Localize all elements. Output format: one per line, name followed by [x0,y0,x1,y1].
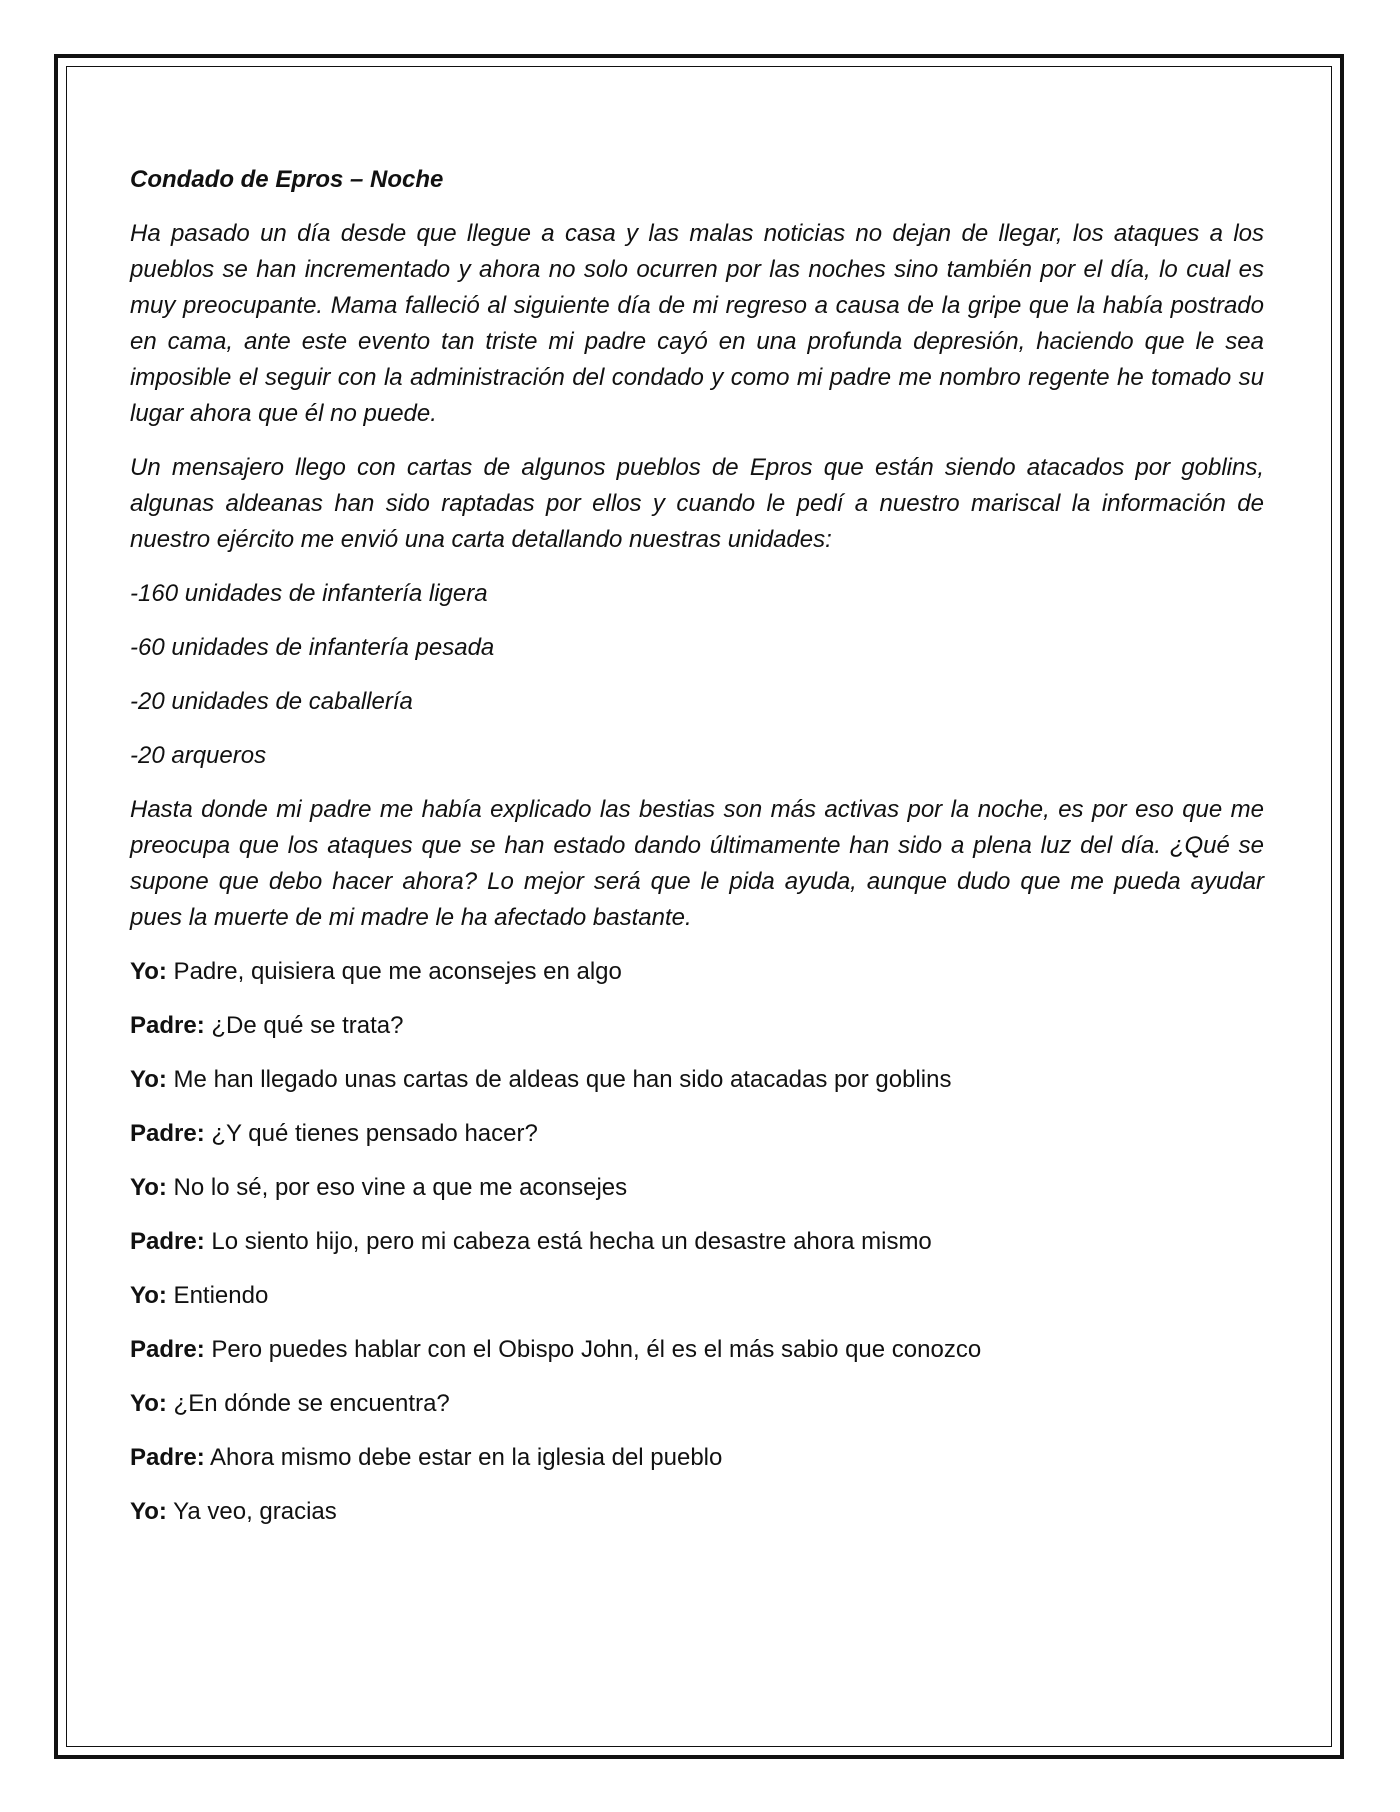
dialogue-speaker: Yo: [130,1282,167,1309]
paragraph-intro-1: Ha pasado un día desde que llegue a casa y las malas noticias no dejan de llegar, los ataques a los pueblos se han incrementado y ahora no solo ocurren por las noches sino también por el día, lo cual es muy preocupante. Mama falleció al siguiente día de mi regreso a causa de la gripe que la había postrado en cama, ante este evento tan triste mi padre cayó en una profunda depresión, haciendo que le sea imposible el seguir con la administración del condado y como mi padre me nombro regente he tomado su lugar ahora que él no puede. [130,220,1264,427]
dialogue-text: Pero puedes hablar con el Obispo John, él es el más sabio que conozco [204,1336,982,1363]
unit-list-item: -60 unidades de infantería pesada [130,634,495,661]
dialogue-line [130,1386,1264,1422]
document-body [130,162,1264,1548]
paragraph-after-units: Hasta donde mi padre me había explicado las bestias son más activas por la noche, es por eso que me preocupa que los ataques que se han estado dando últimamente han sido a plena luz del día. ¿Qué se supone que debo hacer ahora? Lo mejor será que le pida ayuda, aunque dudo que me pueda ayudar pues la muerte de mi madre le ha afectado bastante. [130,796,1264,931]
unit-list-item: -20 arqueros [130,742,267,769]
dialogue-speaker: Padre: [130,1336,205,1363]
dialogue-speaker: Yo: [130,1066,167,1093]
dialogue-text: Ya veo, gracias [166,1498,337,1525]
dialogue-text: ¿De qué se trata? [204,1012,404,1039]
dialogue-line [130,1008,1264,1044]
dialogue-speaker: Yo: [130,1390,167,1417]
dialogue-line [130,1224,1264,1260]
dialogue-line [130,1440,1264,1476]
dialogue-text: ¿En dónde se encuentra? [166,1390,450,1417]
dialogue-speaker: Padre: [130,1444,205,1471]
dialogue-text: ¿Y qué tienes pensado hacer? [204,1120,538,1147]
dialogue-text: Me han llegado unas cartas de aldeas que han sido atacadas por goblins [166,1066,952,1093]
dialogue-text: Lo siento hijo, pero mi cabeza está hecha un desastre ahora mismo [204,1228,932,1255]
dialogue-text: Padre, quisiera que me aconsejes en algo [166,958,622,985]
dialogue-line [130,1116,1264,1152]
dialogue-speaker: Padre: [130,1012,205,1039]
unit-list-item: -160 unidades de infantería ligera [130,580,488,607]
dialogue-speaker: Yo: [130,1174,167,1201]
dialogue-line [130,1494,1264,1530]
unit-list-item: -20 unidades de caballería [130,688,413,715]
document-title: Condado de Epros – Noche [130,166,444,193]
dialogue-speaker: Yo: [130,1498,167,1525]
dialogue-speaker: Padre: [130,1120,205,1147]
dialogue-speaker: Padre: [130,1228,205,1255]
dialogue-speaker: Yo: [130,958,167,985]
dialogue-line [130,954,1264,990]
dialogue-line [130,1332,1264,1368]
dialogue-text: Ahora mismo debe estar en la iglesia del pueblo [204,1444,723,1471]
dialogue-text: No lo sé, por eso vine a que me aconsejes [166,1174,628,1201]
dialogue-line [130,1062,1264,1098]
dialogue-line [130,1278,1264,1314]
paragraph-intro-2: Un mensajero llego con cartas de algunos pueblos de Epros que están siendo atacados por goblins, algunas aldeanas han sido raptadas por ellos y cuando le pedí a nuestro mariscal la información de nuestro ejército me envió una carta detallando nuestras unidades: [130,454,1264,553]
dialogue-text: Entiendo [166,1282,269,1309]
dialogue-line [130,1170,1264,1206]
